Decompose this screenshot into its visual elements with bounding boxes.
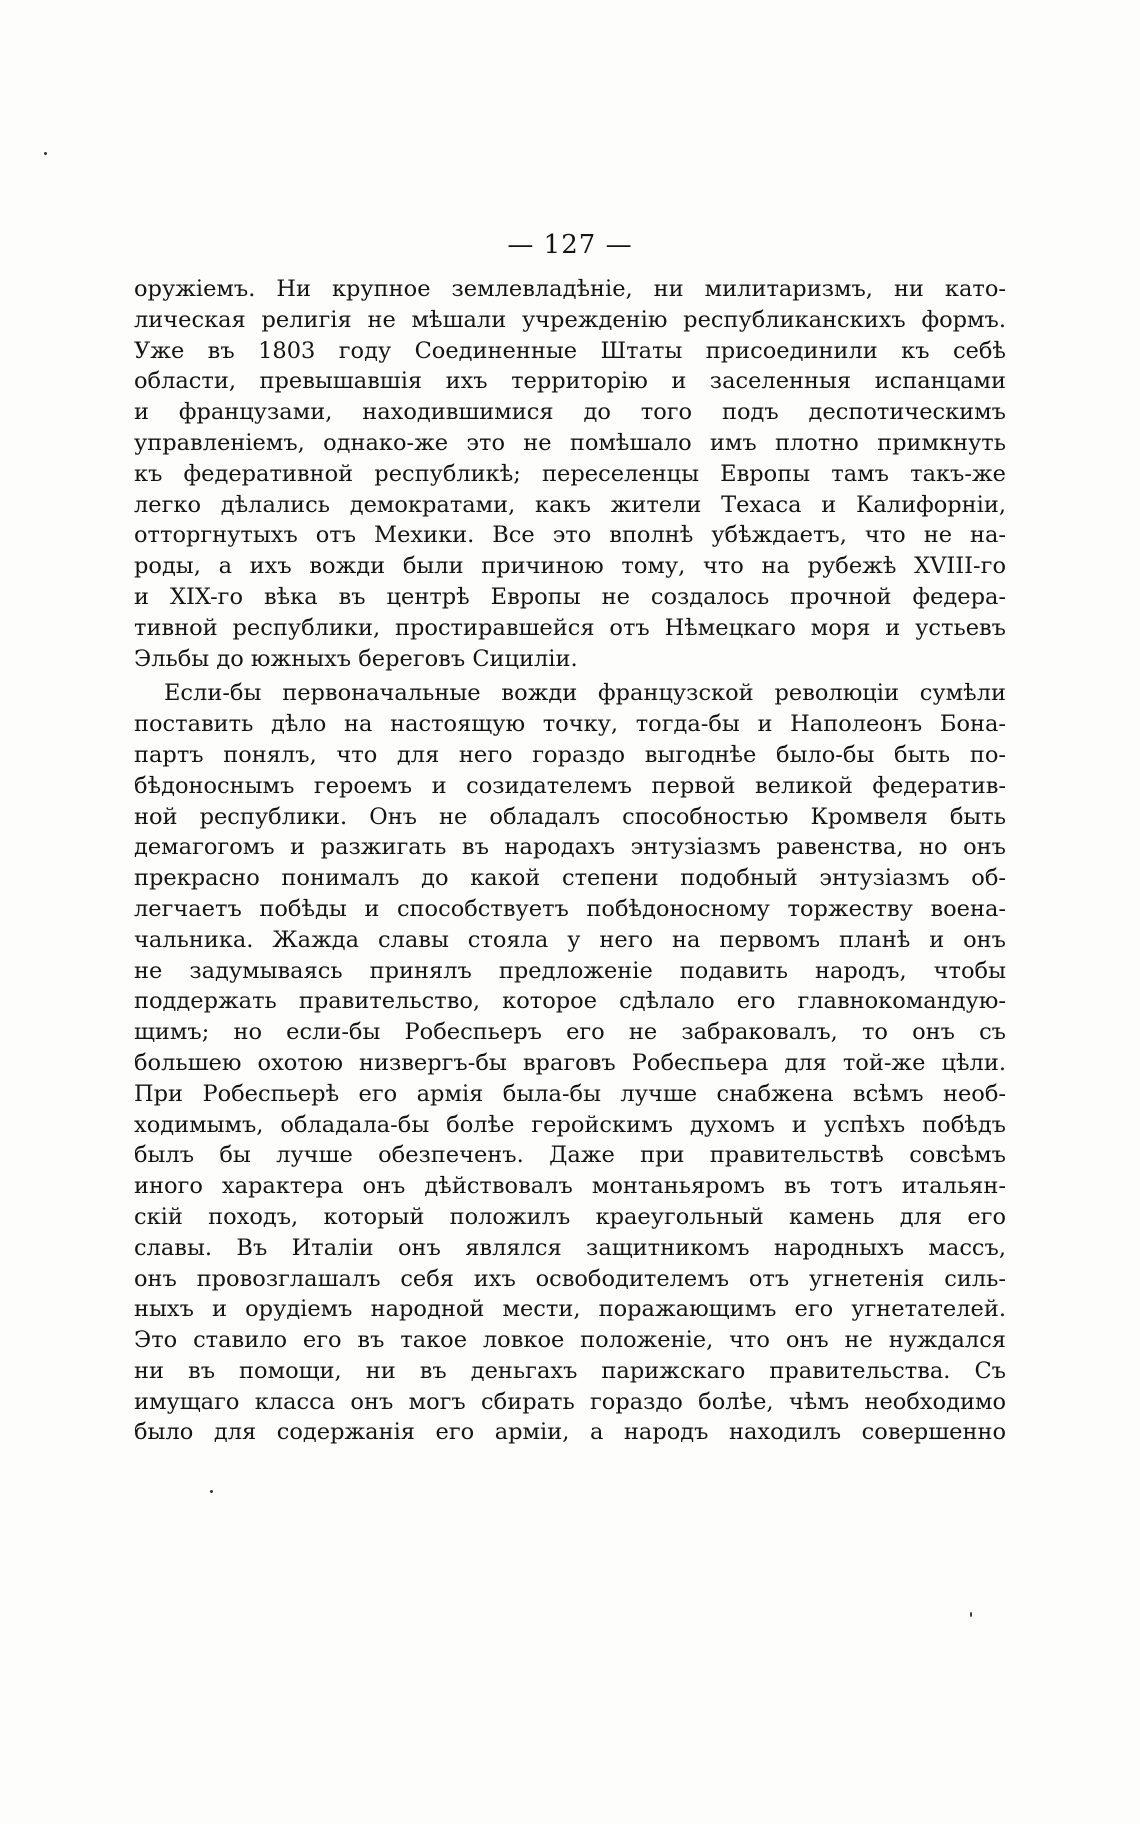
text-line: оружіемъ. Ни крупное землевладѣніе, ни милитаризмъ, ни като- xyxy=(134,276,1006,302)
text-line: щимъ; но если-бы Робеспьеръ его не забраковалъ, то онъ съ xyxy=(134,1019,1006,1046)
text-line: иного характера онъ дѣйствовалъ монтаньяромъ въ тотъ итальян- xyxy=(134,1173,1006,1200)
body-text xyxy=(134,274,1006,1448)
text-line: поддержать правительство, которое сдѣлало его главнокомандую- xyxy=(134,988,1006,1015)
text-line: роды, а ихъ вожди были причиною тому, что на рубежѣ XVIII-го xyxy=(134,553,1006,580)
text-line: ни въ помощи, ни въ деньгахъ парижскаго правительства. Съ xyxy=(134,1357,1006,1384)
text-line: легко дѣлались демократами, какъ жители Техаса и Калифорніи, xyxy=(134,491,1006,518)
text-line: легчаетъ побѣды и способствуетъ побѣдоносному торжеству воена- xyxy=(134,895,1006,922)
print-speck xyxy=(210,1490,213,1493)
text-line: и французами, находившимися до того подъ деспотическимъ xyxy=(134,399,1006,426)
print-speck xyxy=(970,1612,972,1617)
text-line: области, превышавшія ихъ территорію и заселенныя испанцами xyxy=(134,368,1006,395)
paragraph-1 xyxy=(134,274,1006,674)
text-line: славы. Въ Италіи онъ являлся защитникомъ народныхъ массъ, xyxy=(134,1234,1006,1261)
text-line: онъ провозглашалъ себя ихъ освободителемъ отъ угнетенія силь- xyxy=(134,1265,1006,1292)
text-line: партъ понялъ, что для него гораздо выгоднѣе было-бы быть по- xyxy=(134,741,1006,768)
text-line: чальника. Жажда славы стояла у него на первомъ планѣ и онъ xyxy=(134,926,1006,953)
text-line: скій походъ, который положилъ краеугольный камень для его xyxy=(134,1203,1006,1230)
text-line: Уже въ 1803 году Соединенные Штаты присоединили къ себѣ xyxy=(134,337,1006,364)
text-line: тивной республики, простиравшейся отъ Нѣмецкаго моря и устьевъ xyxy=(134,614,1006,641)
text-line: демагогомъ и разжигать въ народахъ энтузіазмъ равенства, но онъ xyxy=(134,834,1006,861)
text-line: Эльбы до южныхъ береговъ Сициліи. xyxy=(134,645,578,672)
text-line: управленіемъ, однако-же это не помѣшало имъ плотно примкнуть xyxy=(134,429,1006,456)
text-line: былъ бы лучше обезпеченъ. Даже при правительствѣ совсѣмъ xyxy=(134,1142,1006,1169)
text-line: было для содержанія его арміи, а народъ находилъ совершенно xyxy=(134,1419,1006,1446)
text-line: При Робеспьерѣ его армія была-бы лучше снабжена всѣмъ необ- xyxy=(134,1080,1006,1107)
text-line: прекрасно понималъ до какой степени подобный энтузіазмъ об- xyxy=(134,865,1006,892)
text-line: Это ставило его въ такое ловкое положеніе, что онъ не нуждался xyxy=(134,1327,1006,1354)
text-line: не задумываясь принялъ предложеніе подавить народъ, чтобы xyxy=(134,957,1006,984)
text-line: лическая религія не мѣшали учрежденію республиканскихъ формъ. xyxy=(134,306,1006,333)
text-line: бѣдоноснымъ героемъ и созидателемъ первой великой федератив- xyxy=(134,772,1006,799)
print-speck xyxy=(44,152,47,155)
text-line: къ федеративной республикѣ; переселенцы Европы тамъ такъ-же xyxy=(134,460,1006,487)
text-line: ной республики. Онъ не обладалъ способностью Кромвеля быть xyxy=(134,803,1006,830)
text-line: и XIX-го вѣка въ центрѣ Европы не создалось прочной федера- xyxy=(134,583,1006,610)
text-line: ныхъ и орудіемъ народной мести, поражающимъ его угнетателей. xyxy=(134,1296,1006,1323)
paragraph-2 xyxy=(134,678,1006,1448)
page-number: — 127 — xyxy=(507,230,633,260)
text-line: имущаго класса онъ могъ сбирать гораздо болѣе, чѣмъ необходимо xyxy=(134,1388,1006,1415)
text-line: отторгнутыхъ отъ Мехики. Все это вполнѣ убѣждаетъ, что не на- xyxy=(134,522,1006,549)
text-line: поставить дѣло на настоящую точку, тогда-бы и Наполеонъ Бона- xyxy=(134,711,1006,738)
text-line: большею охотою низвергъ-бы враговъ Робеспьера для той-же цѣли. xyxy=(134,1049,1006,1076)
text-line: Если-бы первоначальные вожди французской революціи сумѣли xyxy=(164,680,1006,707)
text-line: ходимымъ, обладала-бы болѣе геройскимъ духомъ и успѣхъ побѣдъ xyxy=(134,1111,1006,1138)
